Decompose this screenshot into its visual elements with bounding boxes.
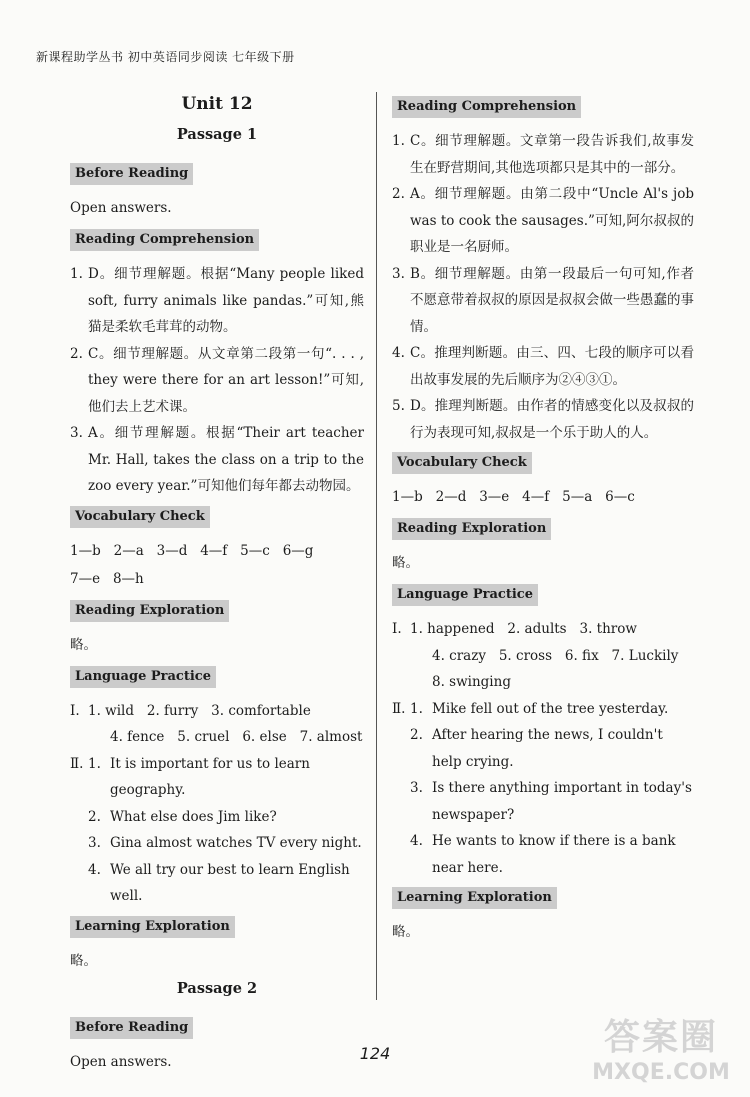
sentence-item (410, 828, 694, 881)
answer-text: A。细节理解题。根据“Their art teacher Mr. Hall, takes the class on a trip to the zoo every year.”可知他们每年都去动物园。 (88, 425, 364, 494)
answer-text: C。细节理解题。从文章第二段第一句“. . . , they were there for an art lesson!”可知,他们去上艺术课。 (88, 345, 364, 415)
learning-exploration-text: 略。 (392, 924, 419, 940)
sentence-item (88, 751, 364, 804)
answer-number: 1. (70, 266, 83, 282)
sentence-text: Is there anything important in today's newspaper? (432, 780, 692, 823)
answer-number: 3. (70, 425, 83, 441)
before-reading-text: Open answers. (70, 1053, 172, 1070)
page-number: 124 (359, 1044, 391, 1063)
sentence-text: Gina almost watches TV every night. (110, 835, 362, 851)
sentence-number: 3. (88, 835, 101, 851)
before-reading-text: Open answers. (70, 200, 172, 216)
sentence-number: 2. (88, 808, 101, 825)
sentence-item (410, 722, 694, 775)
language-practice-heading: Language Practice (70, 666, 216, 688)
column-divider (376, 92, 377, 1000)
sentence-item (410, 696, 694, 723)
learning-exploration-text: 略。 (70, 952, 97, 969)
answer-item (392, 393, 694, 446)
sentence-text: After hearing the news, I couldn't help crying. (432, 727, 663, 770)
answer-number: 2. (70, 345, 83, 362)
sentence-text: It is important for us to learn geography. (110, 755, 310, 798)
part-label: Ⅱ. (70, 755, 84, 772)
practice-answers-line: 4. fence 5. cruel 6. else 7. almost (110, 729, 363, 745)
practice-part-2 (70, 751, 364, 910)
sentence-item (88, 857, 364, 910)
answer-text: C。细节理解题。文章第一段告诉我们,故事发生在野营期间,其他选项都只是其中的一部分。 (410, 133, 694, 176)
practice-answers-line: 4. crazy 5. cross 6. fix 7. Luckily (432, 647, 679, 664)
passage-1-title: Passage 1 (176, 126, 258, 143)
practice-part-1 (70, 698, 364, 751)
vocabulary-check-heading: Vocabulary Check (70, 506, 210, 528)
sentence-text: He wants to know if there is a bank near here. (432, 833, 676, 876)
answer-number: 5. (392, 398, 405, 414)
sentence-number: 1. (410, 700, 423, 717)
sentence-item (88, 804, 364, 831)
vocabulary-answers-line: 1—b 2—a 3—d 4—f 5—c 6—g (70, 542, 314, 559)
answer-item (70, 341, 364, 421)
before-reading-heading: Before Reading (70, 1017, 193, 1039)
sentence-text: What else does Jim like? (110, 808, 277, 825)
left-column (70, 90, 364, 1077)
answer-number: 3. (392, 265, 405, 282)
sentence-text: Mike fell out of the tree yesterday. (432, 700, 669, 717)
answer-item (392, 181, 694, 261)
practice-answers-line: 8. swinging (432, 674, 511, 690)
answer-text: D。推理判断题。由作者的情感变化以及叔叔的行为表现可知,叔叔是一个乐于助人的人。 (410, 398, 694, 441)
answer-item (392, 128, 694, 181)
practice-answers-line: 1. happened 2. adults 3. throw (410, 621, 637, 637)
language-practice-heading: Language Practice (392, 584, 538, 606)
answer-text: A。细节理解题。由第二段中“Uncle Al's job was to cook the sausages.”可知,阿尔叔叔的职业是一名厨师。 (410, 186, 694, 255)
sentence-item (88, 830, 364, 857)
answer-item (392, 261, 694, 341)
answer-number: 2. (392, 186, 405, 202)
sentence-number: 2. (410, 727, 423, 743)
vocabulary-check-heading: Vocabulary Check (392, 452, 532, 474)
sentence-number: 1. (88, 755, 101, 772)
answer-item (70, 420, 364, 500)
watermark-logo (586, 1009, 736, 1091)
reading-exploration-text: 略。 (392, 555, 419, 571)
reading-exploration-heading: Reading Exploration (70, 600, 229, 622)
running-header: 新课程助学丛书 初中英语同步阅读 七年级下册 (36, 50, 295, 64)
practice-answers-line: 1. wild 2. furry 3. comfortable (88, 702, 311, 719)
reading-exploration-text: 略。 (70, 636, 97, 653)
watermark-text: 答案圈 (603, 1017, 718, 1058)
sentence-item (410, 775, 694, 828)
vocabulary-answers-line: 1—b 2—d 3—e 4—f 5—a 6—c (392, 489, 635, 505)
answer-item (70, 261, 364, 341)
reading-comprehension-heading: Reading Comprehension (392, 96, 581, 118)
practice-part-1 (392, 616, 694, 696)
learning-exploration-heading: Learning Exploration (392, 887, 557, 909)
sentence-number: 3. (410, 780, 423, 796)
sentence-text: We all try our best to learn English well. (110, 861, 350, 904)
part-label: Ⅱ. (392, 700, 406, 717)
before-reading-heading: Before Reading (70, 163, 193, 185)
answer-text: B。细节理解题。由第一段最后一句可知,作者不愿意带着叔叔的原因是叔叔会做一些愚蠢的事情。 (410, 265, 694, 335)
unit-title: Unit 12 (181, 94, 253, 114)
practice-part-2 (392, 696, 694, 882)
right-column (392, 90, 694, 947)
reading-comprehension-heading: Reading Comprehension (70, 229, 259, 251)
answer-item (392, 340, 694, 393)
passage-2-title: Passage 2 (176, 979, 258, 997)
reading-exploration-heading: Reading Exploration (392, 518, 551, 540)
learning-exploration-heading: Learning Exploration (70, 916, 235, 938)
part-label: Ⅰ. (392, 621, 402, 637)
part-label: Ⅰ. (70, 702, 80, 719)
sentence-number: 4. (88, 861, 101, 878)
answer-text: C。推理判断题。由三、四、七段的顺序可以看出故事发展的先后顺序为②④③①。 (410, 345, 694, 388)
answer-text: D。细节理解题。根据“Many people liked soft, furry animals like pandas.”可知,熊猫是柔软毛茸茸的动物。 (88, 266, 364, 335)
answer-number: 4. (392, 345, 405, 361)
watermark-url: MXQE.COM (592, 1060, 730, 1085)
answer-number: 1. (392, 133, 405, 149)
sentence-number: 4. (410, 833, 423, 849)
vocabulary-answers-line: 7—e 8—h (70, 570, 144, 587)
